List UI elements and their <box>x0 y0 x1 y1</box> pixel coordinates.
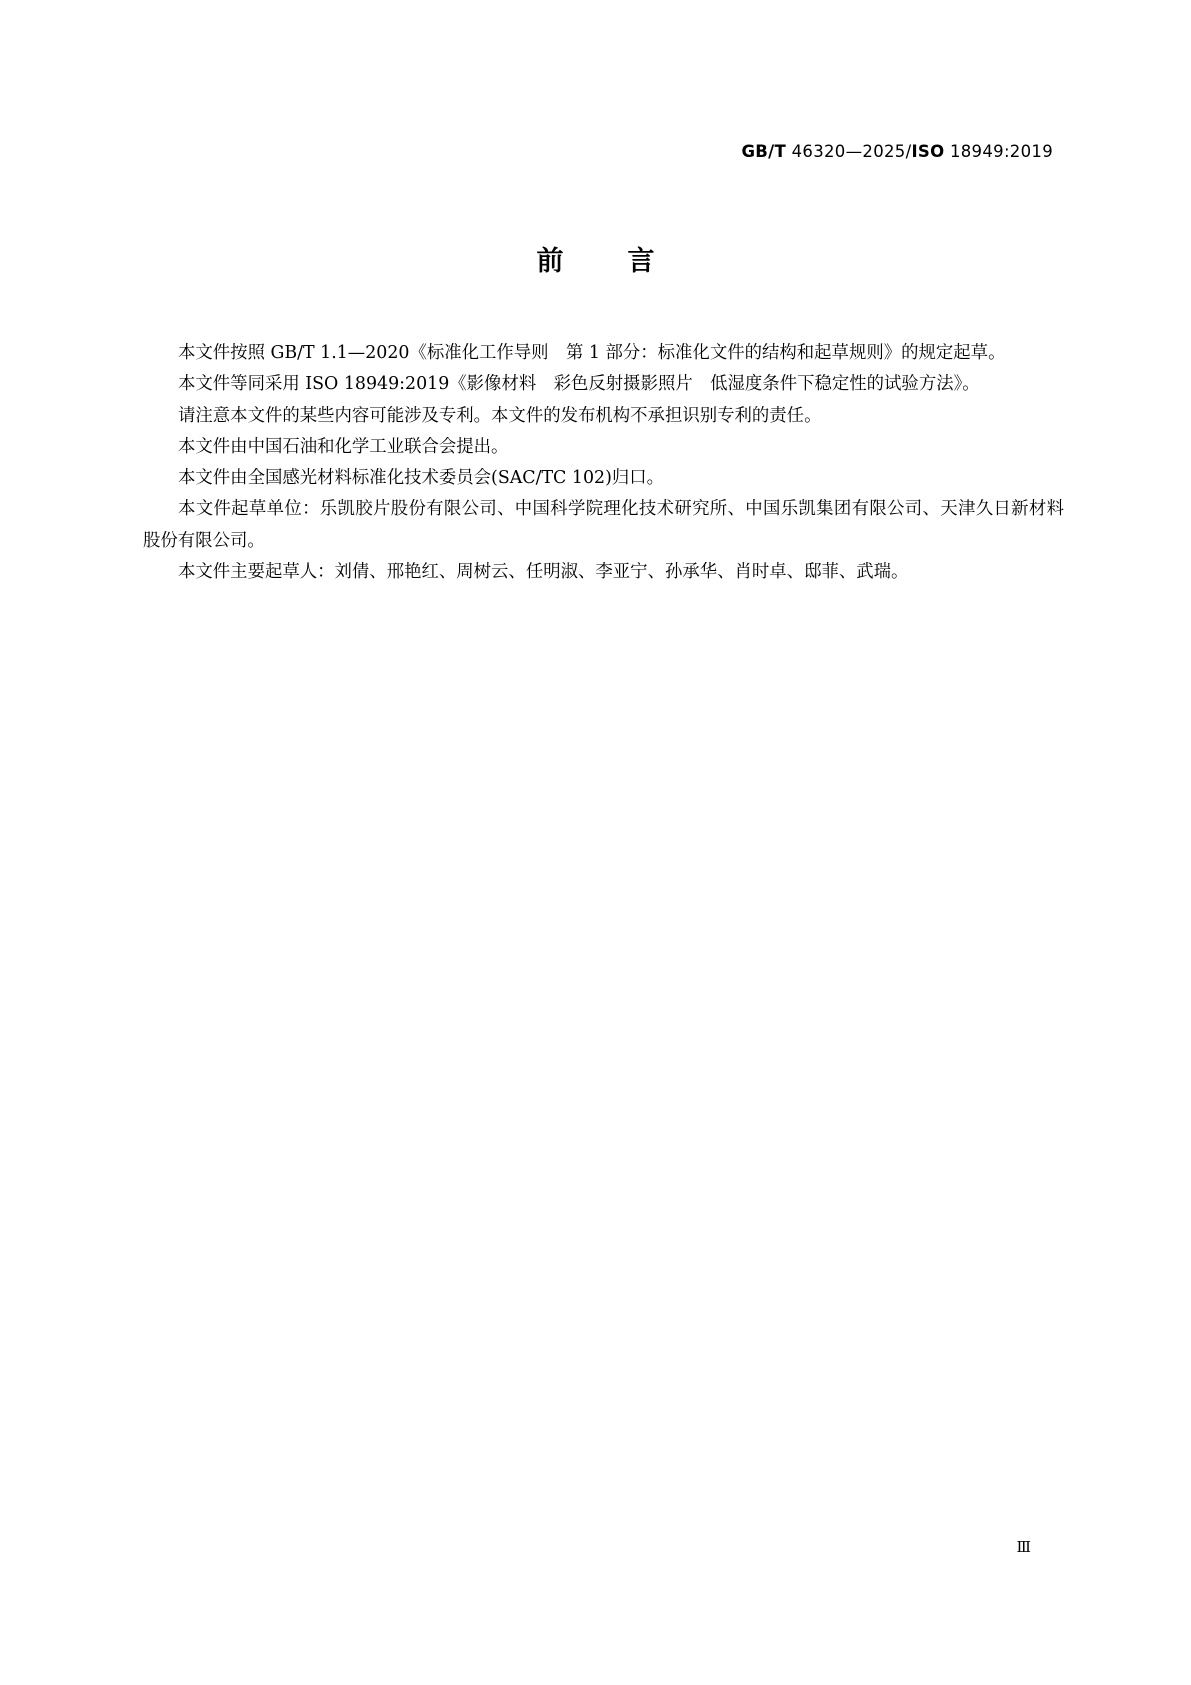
paragraph-drafting-rules: 本文件按照 GB/T 1.1—2020《标准化工作导则 第 1 部分：标准化文件的结构和起草规则》的规定起草。 <box>178 343 1006 363</box>
paragraph-patent-notice: 请注意本文件的某些内容可能涉及专利。本文件的发布机构不承担识别专利的责任。 <box>178 405 822 426</box>
standard-number-iso: 18949:2019 <box>944 142 1053 161</box>
paragraph-adoption: 本文件等同采用 ISO 18949:2019《影像材料 彩色反射摄影照片 低湿度条件下稳定性的试验方法》。 <box>178 374 980 395</box>
standard-prefix-gb: GB/T <box>741 142 787 161</box>
paragraph-committee: 本文件由全国感光材料标准化技术委员会(SAC/TC 102)归口。 <box>178 468 665 489</box>
paragraph-proposer: 本文件由中国石油和化学工业联合会提出。 <box>178 436 509 457</box>
paragraph-drafting-units: 本文件起草单位：乐凯胶片股份有限公司、中国科学院理化技术研究所、中国乐凯集团有限公司、天津久日新材料股份有限公司。 <box>143 499 1064 551</box>
paragraph-drafters: 本文件主要起草人：刘倩、邢艳红、周树云、任明淑、李亚宁、孙承华、肖时卓、邸菲、武瑞。 <box>178 562 909 583</box>
page-number: Ⅲ <box>1016 1538 1031 1556</box>
page-title: 前言 <box>536 246 719 277</box>
standard-number-gb: 46320—2025/ <box>786 142 912 161</box>
foreword-body <box>143 338 1064 588</box>
standard-prefix-iso: ISO <box>911 142 945 161</box>
standard-number-header <box>741 142 1053 161</box>
